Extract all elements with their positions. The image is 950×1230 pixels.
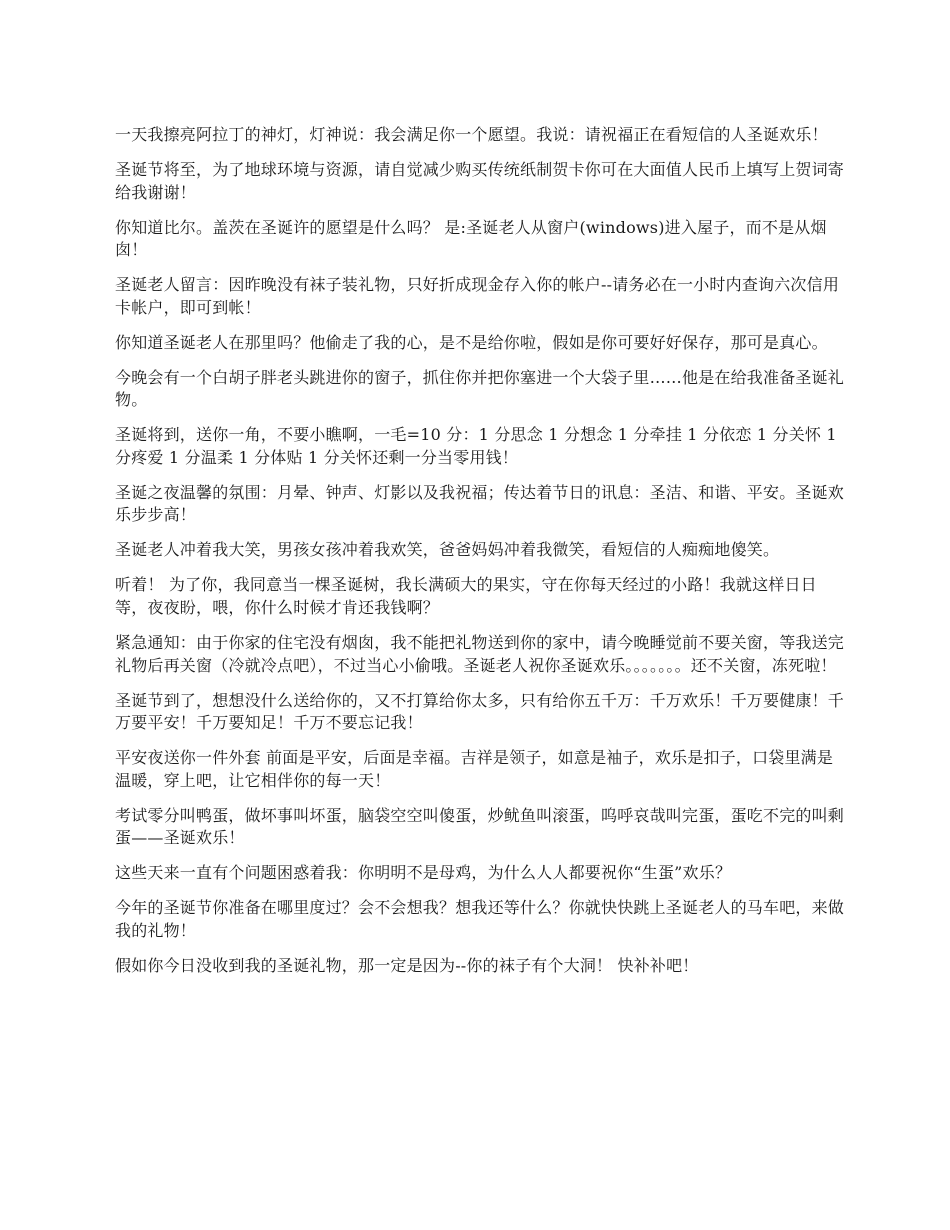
paragraph: 今年的圣诞节你准备在哪里度过？会不会想我？想我还等什么？你就快快跳上圣诞老人的马车吧，来做我的礼物！ <box>115 898 845 940</box>
paragraph: 听着！ 为了你，我同意当一棵圣诞树，我长满硕大的果实，守在你每天经过的小路！我就这样日日等，夜夜盼，喂，你什么时候才肯还我钱啊？ <box>115 575 817 618</box>
paragraph: 圣诞老人冲着我大笑，男孩女孩冲着我欢笑，爸爸妈妈冲着我微笑，看短信的人痴痴地傻笑。 <box>115 540 780 560</box>
paragraph: 圣诞之夜温馨的氛围：月晕、钟声、灯影以及我祝福；传达着节日的讯息：圣洁、和谐、平安。圣诞欢乐步步高！ <box>115 482 845 525</box>
paragraph: 这些天来一直有个问题困惑着我：你明明不是母鸡，为什么人人都要祝你“生蛋”欢乐？ <box>115 863 732 883</box>
paragraph: 平安夜送你一件外套 前面是平安，后面是幸福。吉祥是领子，如意是袖子，欢乐是扣子，口袋里满是温暖，穿上吧，让它相伴你的每一天！ <box>115 748 834 790</box>
document-page <box>115 124 845 990</box>
paragraph: 圣诞节将至，为了地球环境与资源，请自觉减少购买传统纸制贺卡你可在大面值人民币上填写上贺词寄给我谢谢！ <box>115 159 845 202</box>
paragraph: 考试零分叫鸭蛋，做坏事叫坏蛋，脑袋空空叫傻蛋，炒鱿鱼叫滚蛋，呜呼哀哉叫完蛋，蛋吃不完的叫剩蛋——圣诞欢乐！ <box>115 805 845 848</box>
paragraph: 圣诞将到，送你一角，不要小瞧啊，一毛=10 分：1 分思念 1 分想念 1 分牵挂 1 分依恋 1 分关怀 1 分疼爱 1 分温柔 1 分体贴 1 分关怀还剩一分当零用钱！ <box>115 425 837 467</box>
paragraph: 你知道比尔。盖茨在圣诞许的愿望是什么吗？ 是:圣诞老人从窗户(windows)进入屋子，而不是从烟囱！ <box>115 217 827 260</box>
paragraph: 你知道圣诞老人在那里吗？他偷走了我的心，是不是给你啦，假如是你可要好好保存，那可是真心。 <box>115 332 828 352</box>
paragraph: 圣诞节到了，想想没什么送给你的，又不打算给你太多，只有给你五千万：千万欢乐！千万要健康！千万要平安！千万要知足！千万不要忘记我！ <box>115 690 845 733</box>
paragraph: 今晚会有一个白胡子胖老头跳进你的窗子，抓住你并把你塞进一个大袋子里……他是在给我准备圣诞礼物。 <box>115 367 845 410</box>
paragraph: 假如你今日没收到我的圣诞礼物，那一定是因为--你的袜子有个大洞！ 快补补吧！ <box>115 955 699 975</box>
paragraph: 紧急通知：由于你家的住宅没有烟囱，我不能把礼物送到你的家中，请今晚睡觉前不要关窗，等我送完礼物后再关窗（冷就冷点吧），不过当心小偷哦。圣诞老人祝你圣诞欢乐。。。。。。。还不关窗，冻死啦！ <box>115 633 845 675</box>
paragraph: 圣诞老人留言：因昨晚没有袜子装礼物，只好折成现金存入你的帐户--请务必在一小时内查询六次信用卡帐户，即可到帐！ <box>115 275 840 317</box>
paragraph: 一天我擦亮阿拉丁的神灯，灯神说：我会满足你一个愿望。我说：请祝福正在看短信的人圣诞欢乐！ <box>115 125 828 144</box>
